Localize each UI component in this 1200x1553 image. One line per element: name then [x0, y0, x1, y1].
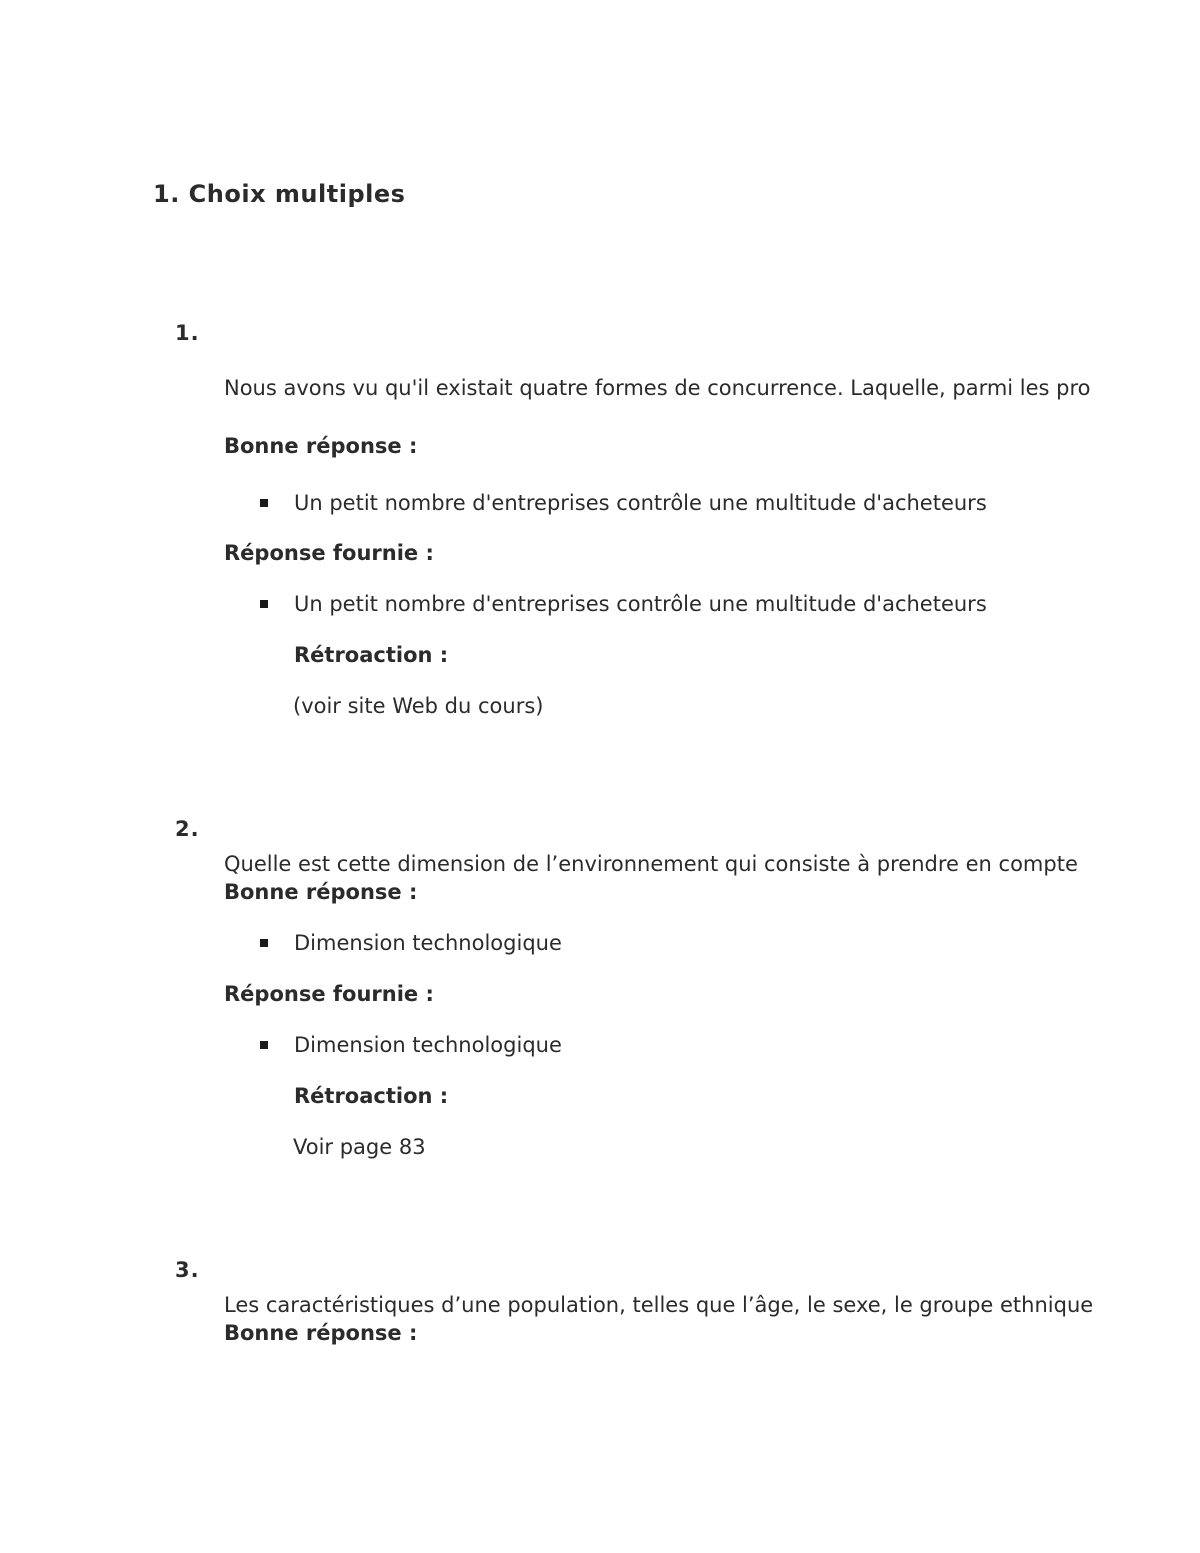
- bullet-icon: [260, 1041, 268, 1049]
- correct-answer-text: Dimension technologique: [294, 931, 562, 955]
- feedback-text: Voir page 83: [293, 1135, 426, 1159]
- question-text: Les caractéristiques d’une population, telles que l’âge, le sexe, le groupe ethnique: [224, 1293, 1094, 1317]
- question-number: 1.: [175, 321, 200, 345]
- feedback-label: Rétroaction :: [294, 1084, 449, 1108]
- given-answer-text: Dimension technologique: [294, 1033, 562, 1057]
- correct-answer-text: Un petit nombre d'entreprises contrôle une multitude d'acheteurs: [294, 491, 987, 515]
- correct-answer-label: Bonne réponse :: [224, 880, 418, 904]
- correct-answer-label: Bonne réponse :: [224, 434, 418, 458]
- given-answer-label: Réponse fournie :: [224, 541, 434, 565]
- question-text: Quelle est cette dimension de l’environnement qui consiste à prendre en compte: [224, 852, 1078, 876]
- question-text: Nous avons vu qu'il existait quatre formes de concurrence. Laquelle, parmi les pro: [224, 376, 1091, 400]
- bullet-icon: [260, 939, 268, 947]
- section-title: 1. Choix multiples: [153, 180, 406, 208]
- correct-answer-label: Bonne réponse :: [224, 1321, 418, 1345]
- question-number: 3.: [175, 1258, 200, 1282]
- feedback-text: (voir site Web du cours): [293, 694, 544, 718]
- given-answer-label: Réponse fournie :: [224, 982, 434, 1006]
- given-answer-text: Un petit nombre d'entreprises contrôle une multitude d'acheteurs: [294, 592, 987, 616]
- feedback-label: Rétroaction :: [294, 643, 449, 667]
- question-number: 2.: [175, 817, 200, 841]
- bullet-icon: [260, 499, 268, 507]
- bullet-icon: [260, 600, 268, 608]
